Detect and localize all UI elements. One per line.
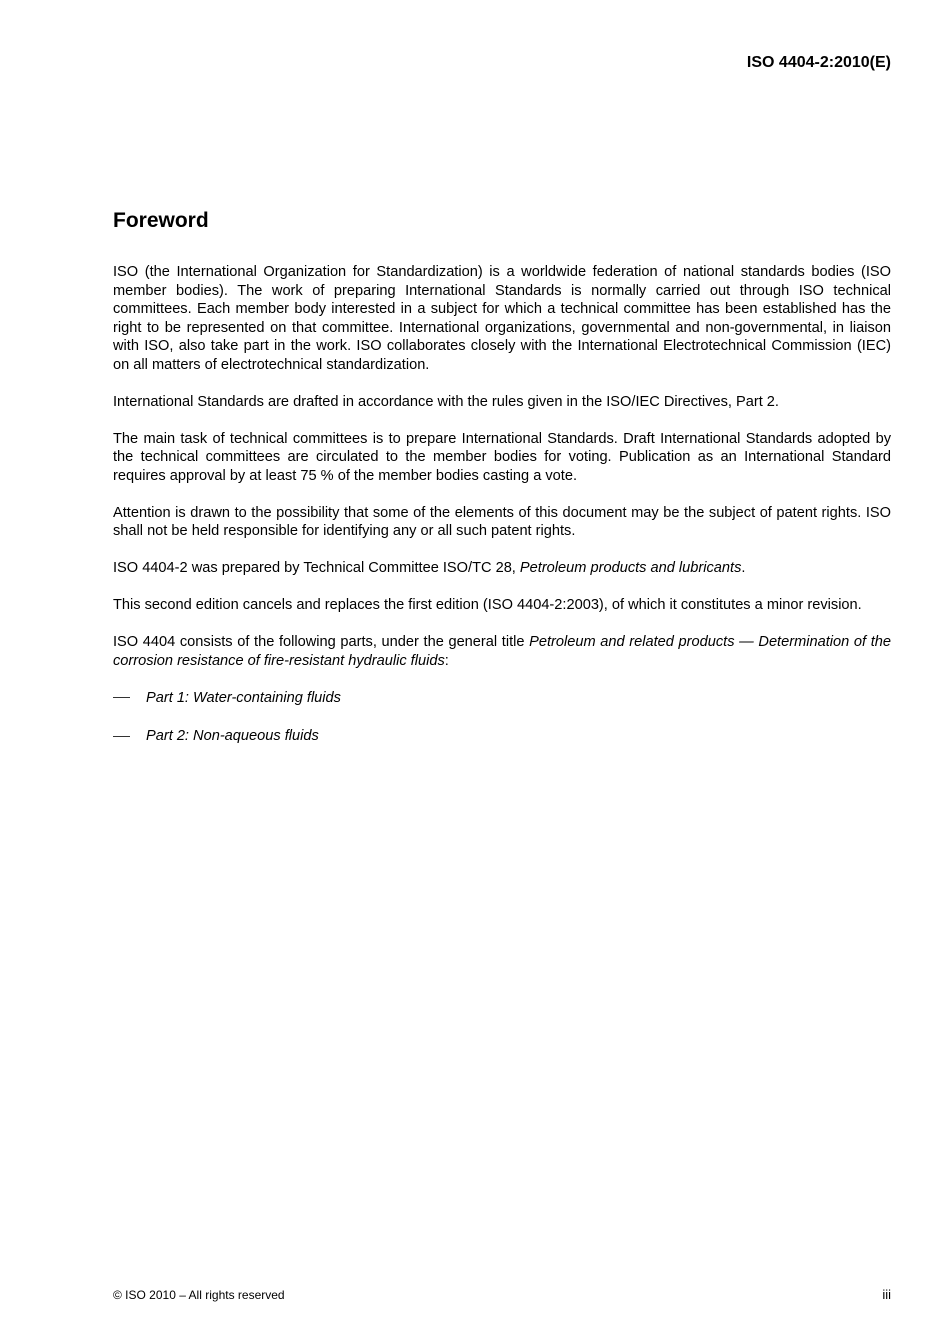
parts-intro-text: ISO 4404 consists of the following parts, under the general title xyxy=(113,634,530,650)
paragraph-edition: This second edition cancels and replaces the first edition (ISO 4404-2:2003), of which it constitutes a minor revision. xyxy=(113,597,862,613)
part-label: Part 2: Non-aqueous fluids xyxy=(146,728,319,744)
paragraph-patent-rights: Attention is drawn to the possibility that some of the elements of this document may be the subject of patent rights. ISO shall not be held responsible for identifying any or all such patent rights. xyxy=(113,504,891,539)
paragraph-iso-overview: ISO (the International Organization for Standardization) is a worldwide federation of national standards bodies (ISO member bodies). The work of preparing International Standards is normally carried out through ISO technical committees. Each member body interested in a subject for which a technical committee has been established has the right to be represented on that committee. International organizations, governmental and non-governmental, in liaison with ISO, also take part in the work. ISO collaborates closely with the International Electrotechnical Commission (IEC) on all matters of electrotechnical standardization. xyxy=(113,264,891,373)
prepared-by-text: ISO 4404-2 was prepared by Technical Committee ISO/TC 28, xyxy=(113,560,520,576)
page-number: iii xyxy=(882,1287,891,1302)
paragraph-prepared-by xyxy=(113,559,891,578)
paragraph-parts-intro xyxy=(113,633,891,670)
committee-title: Petroleum products and lubricants xyxy=(519,560,742,576)
punctuation: . xyxy=(741,560,746,576)
section-title: Foreword xyxy=(113,209,209,232)
punctuation: : xyxy=(444,652,449,669)
dash-bullet-icon xyxy=(113,689,146,708)
paragraph-directives: International Standards are drafted in accordance with the rules given in the ISO/IEC Directives, Part 2. xyxy=(113,393,779,410)
part-label: Part 1: Water-containing fluids xyxy=(146,689,341,706)
document-id: ISO 4404-2:2010(E) xyxy=(746,54,891,71)
list-item-part-2 xyxy=(113,727,891,746)
paragraph-committees-task: The main task of technical committees is to prepare International Standards. Draft International Standards adopted by the technical committees are circulated to the member bodies for voting. Publication as an International Standard requires approval by at least 75 % of the member bodies casting a vote. xyxy=(113,430,891,484)
foreword-section xyxy=(113,206,891,766)
footer-copyright: © ISO 2010 – All rights reserved xyxy=(113,1288,285,1302)
list-item-part-1 xyxy=(113,689,891,708)
general-title: Petroleum and related products — Determination of the corrosion resistance of fire-resistant hydraulic fluids xyxy=(113,634,891,669)
dash-bullet-icon xyxy=(113,727,146,746)
